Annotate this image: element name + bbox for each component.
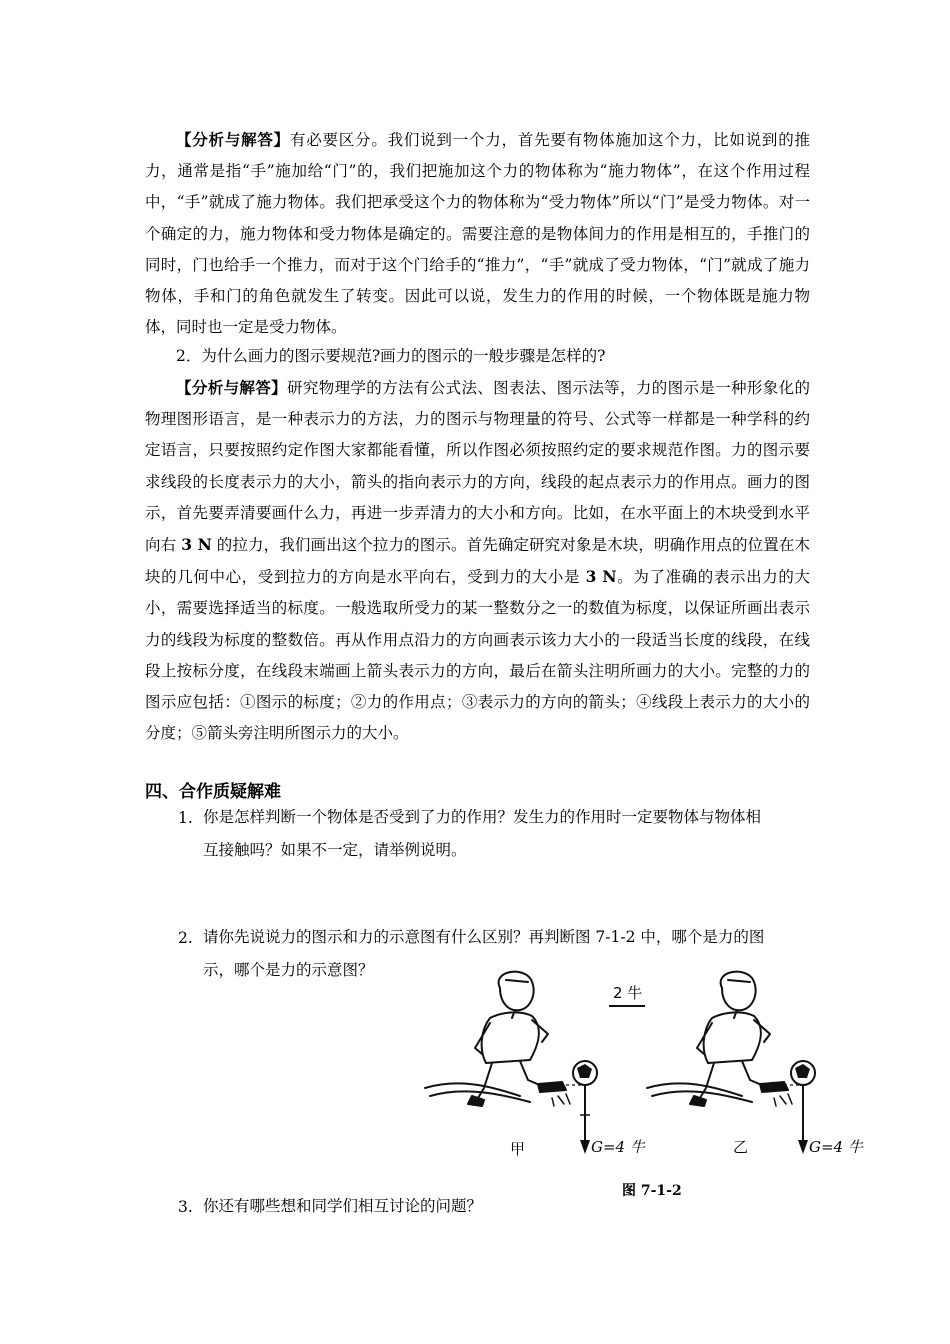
answer-2-label: 【分析与解答】 bbox=[176, 378, 288, 397]
right-kicker-illustration bbox=[647, 972, 792, 1106]
left-ball bbox=[573, 1061, 597, 1085]
question-1-line-2: 互接触吗？如果不一定，请举例说明。 bbox=[203, 841, 467, 859]
section-title: 四、合作质疑解难 bbox=[145, 782, 281, 802]
question-2-number: 2. bbox=[178, 929, 193, 947]
left-label: 甲 bbox=[510, 1140, 526, 1158]
question-1-line-1: 你是怎样判断一个物体是否受到了力的作用？发生力的作用时一定要物体与物体相 bbox=[203, 808, 762, 826]
question-2-paragraph bbox=[145, 341, 810, 372]
question-2-text: 2．为什么画力的图示要规范?画力的图示的一般步骤是怎样的? bbox=[176, 347, 606, 365]
left-kicker-illustration bbox=[425, 972, 570, 1106]
figure-caption: 图 7-1-2 bbox=[622, 1183, 682, 1199]
answer-1-text: 有必要区分。我们说到一个力，首先要有物体施加这个力，比如说到的推力，通常是指“手”施加给“门”的，我们把施加这个力的物体称为“施力物体”，在这个作用过程中，“手”就成了施力物体。我们把承受这个力的物体称为“受力物体”所以“门”是受力物体。对一个确定的力，施力物体和受力物体是确定的。需要注意的是物体间力的作用是相互的，手推门的同时，门也给手一个推力，而对于这个门给手的“推力”，“手”就成了受力物体，“门”就成了施力物体，手和门的角色就发生了转变。因此可以说，发生力的作用的时候，一个物体既是施力物体，同时也一定是受力物体。 bbox=[145, 131, 810, 337]
answer-1-paragraph bbox=[145, 124, 810, 343]
answer-1-label: 【分析与解答】 bbox=[176, 130, 290, 149]
question-2-line-2: 示，哪个是力的示意图？ bbox=[203, 961, 374, 979]
question-1-number: 1. bbox=[178, 809, 193, 827]
answer-2-text-c: 。为了准确的表示出力的大小，需要选择适当的标度。一般选取所受力的某一整数分之一的数值为标度，以保证所画出表示力的线段为标度的整数倍。再从作用点沿力的方向画表示该力大小的一段适当长度的线段，在线段上按标分度，在线段末端画上箭头表示力的方向，最后在箭头注明所画力的大小。完整的力的图示应包括：①图示的标度；②力的作用点；③表示力的方向的箭头；④线段上表示力的大小的分度；⑤箭头旁注明所图示力的大小。 bbox=[145, 568, 810, 743]
question-2-line-1: 请你先说说力的图示和力的示意图有什么区别？再判断图 7-1-2 中，哪个是力的图 bbox=[203, 928, 765, 946]
question-3-line-1: 你还有哪些想和同学们相互讨论的问题？ bbox=[203, 1197, 483, 1215]
right-label: 乙 bbox=[733, 1138, 749, 1156]
answer-2-bold-a: 3 N bbox=[181, 535, 212, 555]
answer-2-bold-b: 3 N bbox=[585, 567, 617, 587]
figure-7-1-2 bbox=[420, 968, 880, 1168]
answer-2-paragraph bbox=[145, 372, 810, 749]
scale-label: 2 牛 bbox=[613, 984, 643, 1002]
left-force-arrow bbox=[580, 1085, 590, 1154]
right-force-arrow bbox=[798, 1085, 808, 1154]
answer-2-text-b: 的拉力，我们画出这个拉力的图示。首先确定研究对象是木块，明确作用点的位置在木块的几何中心，受到拉力的方向是水平向右，受到力的大小是 bbox=[145, 536, 810, 587]
answer-2-text-a: 研究物理学的方法有公式法、图表法、图示法等，力的图示是一种形象化的物理图形语言，是一种表示力的方法，力的图示与物理量的符号、公式等一样都是一种学科的约定语言，只要按照约定作图大家都能看懂，所以作图必须按照约定的要求规范作图。力的图示要求线段的长度表示力的大小，箭头的指向表示力的方向，线段的起点表示力的作用点。画力的图示，首先要弄清要画什么力，再进一步弄清力的大小和方向。比如，在水平面上的木块受到水平向右 bbox=[145, 379, 810, 555]
left-force-label: G=4 牛 bbox=[591, 1138, 645, 1156]
right-ball bbox=[791, 1061, 815, 1085]
right-force-label: G=4 牛 bbox=[809, 1138, 863, 1156]
question-3-number: 3. bbox=[178, 1198, 193, 1216]
